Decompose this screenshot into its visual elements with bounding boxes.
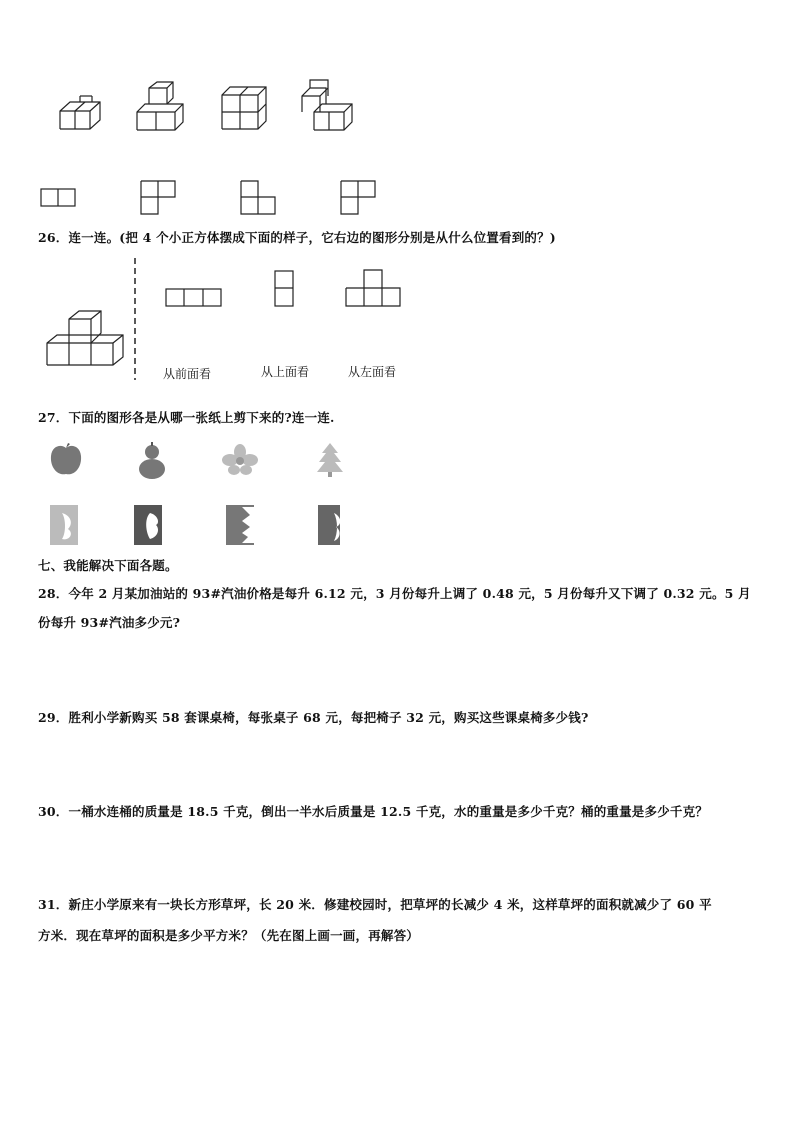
q26-view-left [345,268,403,308]
paper-piece-1 [48,503,80,547]
question-29-text: 29．胜利小学新购买 58 套课桌椅，每张桌子 68 元，每把椅子 32 元，购买这些课桌椅多少钱? [38,710,589,725]
tree-shape-icon [316,442,344,478]
cube-figure-2 [135,80,187,132]
label-top-view: 从上面看 [261,365,310,379]
paper-piece-2 [132,503,164,547]
label-front-view: 从前面看 [163,367,212,381]
label-left-view: 从左面看 [348,365,397,379]
q26-cube-arrangement [45,305,125,367]
cube-figure-4 [300,78,354,132]
question-28-line-1: 28．今年 2 月某加油站的 93#汽油价格是每升 6.12 元，3 月份每升上调了 0.48 元，5 月份每升又下调了 0.32 元。5 月 [38,586,751,601]
question-28-line-2: 份每升 93#汽油多少元? [38,615,181,630]
paper-piece-3 [224,503,256,547]
question-27-text: 27．下面的图形各是从哪一张纸上剪下来的?连一连. [38,410,335,425]
section-7-title: 七、我能解决下面各题。 [38,558,178,573]
q26-view-front [165,288,223,308]
q26-dashed-divider [133,258,137,380]
cube-figure-1 [56,95,106,131]
apple-shape-icon [48,442,84,478]
q26-view-top [274,270,296,308]
question-26-text: 26．连一连。(把 4 个小正方体摆成下面的样子，它右边的图形分别是从什么位置看到的？) [38,230,556,245]
gourd-shape-icon [136,442,168,480]
question-30-text: 30．一桶水连桶的质量是 18.5 千克，倒出一半水后质量是 12.5 千克，水的重量是多少千克？桶的重量是多少千克？ [38,804,708,819]
view-shape-4 [340,180,376,216]
paper-piece-4 [316,503,348,547]
question-31-line-1: 31．新庄小学原来有一块长方形草坪，长 20 米．修建校园时，把草坪的长减少 4 米，这样草坪的面积就减少了 60 平 [38,897,712,912]
cube-figure-3 [220,85,268,131]
view-shape-3 [240,180,276,216]
view-shape-1 [40,188,76,208]
flower-shape-icon [222,444,258,476]
view-shape-2 [140,180,176,216]
question-31-line-2: 方米．现在草坪的面积是多少平方米？（先在图上画一画，再解答） [38,928,420,943]
